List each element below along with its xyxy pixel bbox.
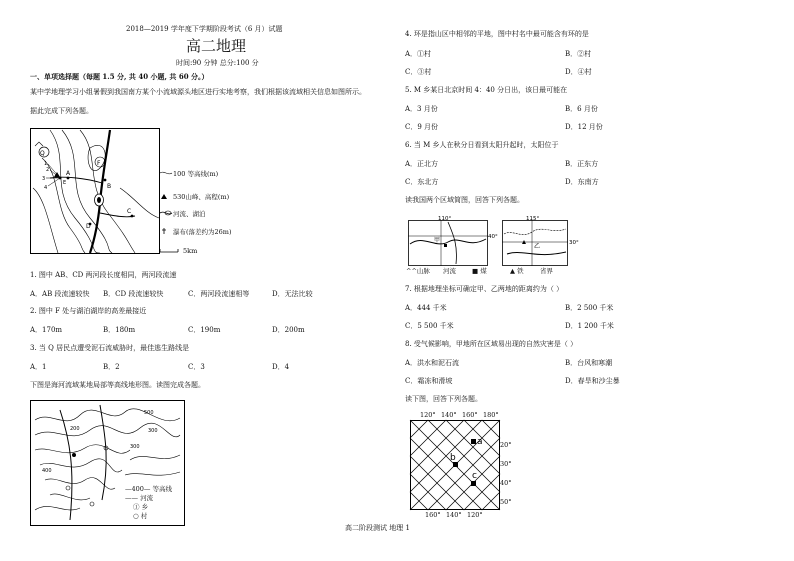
svg-text:2: 2 xyxy=(46,167,50,173)
graticule-map xyxy=(410,420,500,510)
page-footer: 高二阶段测试 地理 1 xyxy=(345,524,410,532)
q2-option-b[interactable]: B．180m xyxy=(103,326,136,334)
exam-line: 2018—2019 学年度下学期阶段考试（6 月）试题 xyxy=(126,25,283,33)
intro-line-1: 某中学地理学习小组暑假到我国南方某个小流域源头地区进行实地考察，我们根据该流域相关信息如图所示。 xyxy=(30,88,366,96)
q2-option-d[interactable]: D．200m xyxy=(272,326,305,334)
top-lon-2: 140° xyxy=(441,411,457,419)
legend-fall: 瀑布(落差约为26m) xyxy=(173,228,232,236)
q7-stem: 7. 根据地理坐标可确定甲、乙两地的距离约为（ ） xyxy=(405,285,564,293)
q6-option-b[interactable]: B．正东方 xyxy=(565,160,599,168)
section-heading: 一、单项选择题（每题 1.5 分, 共 40 小题, 共 60 分。） xyxy=(30,72,209,81)
svg-text:4: 4 xyxy=(44,185,48,191)
maps3-intro: 读我国两个区域简图，回答下列各题。 xyxy=(405,196,524,204)
svg-text:110°: 110° xyxy=(438,216,452,222)
svg-text:D: D xyxy=(86,223,91,230)
q4-option-c[interactable]: C．③村 xyxy=(405,68,432,76)
svg-text:30°: 30° xyxy=(569,240,579,246)
q8-option-b[interactable]: B．台风和寒潮 xyxy=(565,359,613,367)
lat-30: 30° xyxy=(500,460,512,468)
q4-option-d[interactable]: D．④村 xyxy=(565,68,592,76)
svg-text:E: E xyxy=(63,180,67,186)
q3-option-b[interactable]: B．2 xyxy=(103,363,120,371)
q4-option-a[interactable]: A．①村 xyxy=(405,50,432,58)
svg-text:F: F xyxy=(97,160,101,167)
q2-option-a[interactable]: A．170m xyxy=(30,326,63,334)
legend-peak: 530山峰、高程(m) xyxy=(173,193,230,201)
q5-stem: 5. M 乡某日北京时间 4：40 分日出，该日最可能在 xyxy=(405,86,568,94)
q1-option-d[interactable]: D．无法比较 xyxy=(272,290,313,298)
q8-option-c[interactable]: C．霜冻和滑坡 xyxy=(405,377,453,385)
legend-scale: 5km xyxy=(183,247,198,255)
q7-option-c[interactable]: C．5 500 千米 xyxy=(405,322,454,330)
subject-title: 高二地理 xyxy=(186,37,247,55)
lat-50: 50° xyxy=(500,498,512,506)
q7-option-a[interactable]: A．444 千米 xyxy=(405,304,447,312)
svg-text:300: 300 xyxy=(148,428,158,434)
q3-option-c[interactable]: C．3 xyxy=(188,363,205,371)
svg-text:A: A xyxy=(66,170,71,177)
q5-option-a[interactable]: A．3 月份 xyxy=(405,105,438,113)
label-jia: 甲 xyxy=(434,237,441,244)
svg-text:B: B xyxy=(107,183,112,190)
top-lon-4: 180° xyxy=(483,411,499,419)
q2-option-c[interactable]: C．190m xyxy=(188,326,221,334)
svg-text:200: 200 xyxy=(70,426,80,432)
q8-stem: 8. 受气候影响，甲地所在区域易出现的自然灾害是（ ） xyxy=(405,340,578,348)
q6-option-a[interactable]: A．正北方 xyxy=(405,160,439,168)
bottom-lon-3: 120° xyxy=(467,511,483,519)
map2-intro: 下图是海河流域某地局部等高线地形图。读图完成各题。 xyxy=(30,381,205,389)
legend-river2: 河流 xyxy=(443,267,456,275)
svg-text:300: 300 xyxy=(130,444,140,450)
q6-option-c[interactable]: C．东北方 xyxy=(405,178,439,186)
lat-20: 20° xyxy=(500,441,512,449)
legend-iron: ▲ 铁 xyxy=(510,267,524,275)
q1-option-c[interactable]: C．两河段流速相等 xyxy=(188,290,250,298)
q1-option-b[interactable]: B．CD 段流速较快 xyxy=(103,290,164,298)
label-q: Q xyxy=(40,150,45,157)
q6-option-d[interactable]: D．东南方 xyxy=(565,178,599,186)
q4-option-b[interactable]: B．②村 xyxy=(565,50,592,58)
q1-stem: 1. 图中 AB、CD 两河段长度相同，两河段流速 xyxy=(30,271,177,279)
svg-text:500: 500 xyxy=(144,410,154,416)
time-score: 时间:90 分钟 总分:100 分 xyxy=(176,59,259,67)
svg-text:115°: 115° xyxy=(526,216,540,222)
q4-stem: 4. 环是指山区中相邻的平地，图中村名中最可能含有环的是 xyxy=(405,30,589,38)
svg-text:40°: 40° xyxy=(488,234,498,240)
q5-option-c[interactable]: C．9 月份 xyxy=(405,123,439,131)
intro-line-2: 据此完成下列各题。 xyxy=(30,107,93,115)
map2-legend-village: ○ 村 xyxy=(133,512,148,520)
svg-text:400: 400 xyxy=(42,468,52,474)
grid-intro: 读下图，回答下列各题。 xyxy=(405,395,482,403)
q7-option-d[interactable]: D．1 200 千米 xyxy=(565,322,614,330)
point-a: a xyxy=(477,437,483,447)
bottom-lon-2: 140° xyxy=(446,511,462,519)
map2-legend-river: —— 河流 xyxy=(125,494,154,502)
watershed-map xyxy=(30,128,160,254)
legend-contour: 100 等高线(m) xyxy=(173,170,219,178)
q7-option-b[interactable]: B．2 500 千米 xyxy=(565,304,614,312)
q2-stem: 2. 图中 F 处与湖泊湖岸的高差最接近 xyxy=(30,307,147,315)
bottom-lon-1: 160° xyxy=(425,511,441,519)
legend-border: 省界 xyxy=(540,267,553,275)
map2-legend-contour: —400— 等高线 xyxy=(125,485,172,493)
q1-option-a[interactable]: A．AB 段流速较快 xyxy=(30,290,90,298)
legend-mountain: ^^山脉 xyxy=(406,267,430,275)
q3-option-d[interactable]: D．4 xyxy=(272,363,290,371)
q3-stem: 3. 当 Q 居民点遭受泥石流威胁时，最佳逃生路线是 xyxy=(30,344,190,352)
lat-40: 40° xyxy=(500,479,512,487)
top-lon-1: 120° xyxy=(420,411,436,419)
map2-legend-town: ① 乡 xyxy=(133,503,149,511)
haihe-contour-map xyxy=(30,400,185,526)
svg-text:3: 3 xyxy=(42,176,46,182)
top-lon-3: 160° xyxy=(462,411,478,419)
q5-option-b[interactable]: B．6 月份 xyxy=(565,105,598,113)
q5-option-d[interactable]: D．12 月份 xyxy=(565,123,603,131)
svg-text:C: C xyxy=(127,208,132,215)
legend-coal: ■ 煤 xyxy=(472,267,487,275)
point-c: c xyxy=(472,471,477,481)
q6-stem: 6. 当 M 乡人在秋分日看到太阳升起时，太阳位于 xyxy=(405,141,559,149)
q3-option-a[interactable]: A．1 xyxy=(30,363,47,371)
label-yi: 乙 xyxy=(534,243,541,250)
svg-text:1: 1 xyxy=(44,161,48,167)
legend-river: 河流、湖泊 xyxy=(173,210,206,218)
point-b: b xyxy=(450,453,456,463)
q8-option-d[interactable]: D．春旱和沙尘暴 xyxy=(565,377,620,385)
q8-option-a[interactable]: A．洪水和泥石流 xyxy=(405,359,460,367)
